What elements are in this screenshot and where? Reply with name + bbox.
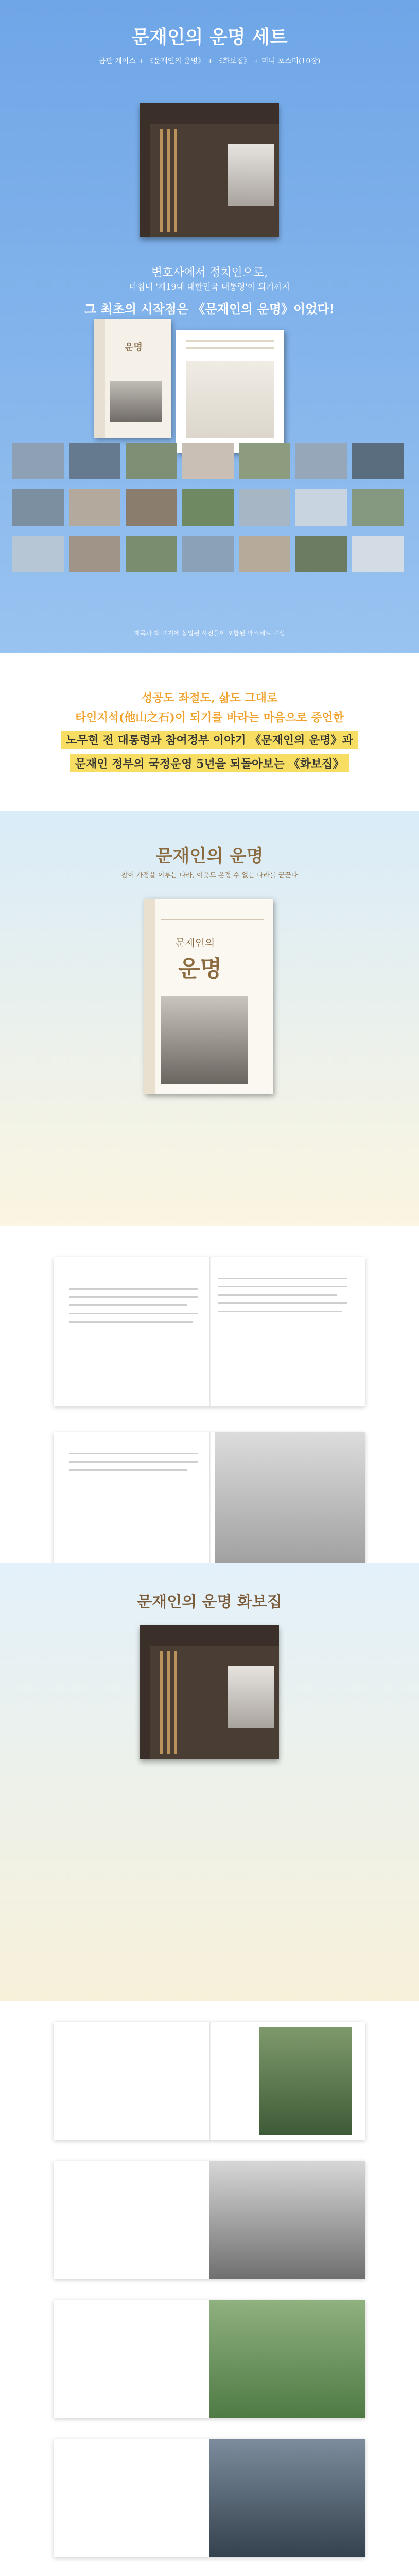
highlight-line-4: 문재인 정부의 국정운영 5년을 되돌아보는 《화보집》 [0,754,419,772]
set-composition: 곰판 케이스 + 《문재인의 운명》 + 《화보집》 + 미니 포스터(10장) [98,57,321,65]
book-section [0,811,419,1226]
photo-spread-1 [54,2022,365,2140]
set-title: 문재인의 운명 세트 [131,26,288,48]
highlight-line-3: 노무현 전 대통령과 참여정부 이야기 《문재인의 운명》과 [0,731,419,749]
photo-spread-2 [54,2161,365,2279]
highlights-section [0,653,419,811]
set-hero-section [0,0,419,653]
cover-small-title: 문재인의 [175,937,215,949]
book-small-image [94,319,171,438]
quote-line-3: 그 최초의 시작점은 《문재인의 운명》이었다! [84,301,335,316]
cover-big-title: 운명 [178,956,222,982]
photobook-box-image [130,1625,289,1780]
photobook-image [176,330,284,453]
quote-line-1: 변호사에서 정치인으로, [151,266,268,279]
quote-line-2: 마침내 '제19대 대한민국 대통령'이 되기까지 [129,282,290,292]
book-title: 문재인의 운명 [155,846,264,867]
book-cover-image [144,899,273,1094]
highlight-line-2: 타인지석(他山之石)이 되기를 바라는 마음으로 증언한 [75,711,344,724]
photobook-spreads-section [0,2001,419,2576]
photobook-section [0,1563,419,2001]
photo-spread-4 [54,2439,365,2557]
boxset-image [130,103,289,258]
book-cover-title: 운명 [125,342,143,353]
cover-photo [228,144,274,206]
photo-spread-3 [54,2300,365,2418]
poster-thumbnails [12,443,407,618]
book-subtitle: 참이 가정을 이루는 나라, 이웃도 온정 수 없는 나라를 꿈꾼다 [121,872,298,879]
photobook-title: 문재인의 운명 화보집 [137,1593,282,1611]
spread-1 [54,1257,365,1406]
set-caption: 제목과 책 표지에 삽입된 사진들이 포함된 박스세트 구성 [134,630,285,637]
highlight-line-1: 성공도 좌절도, 삶도 그대로 [141,691,278,705]
